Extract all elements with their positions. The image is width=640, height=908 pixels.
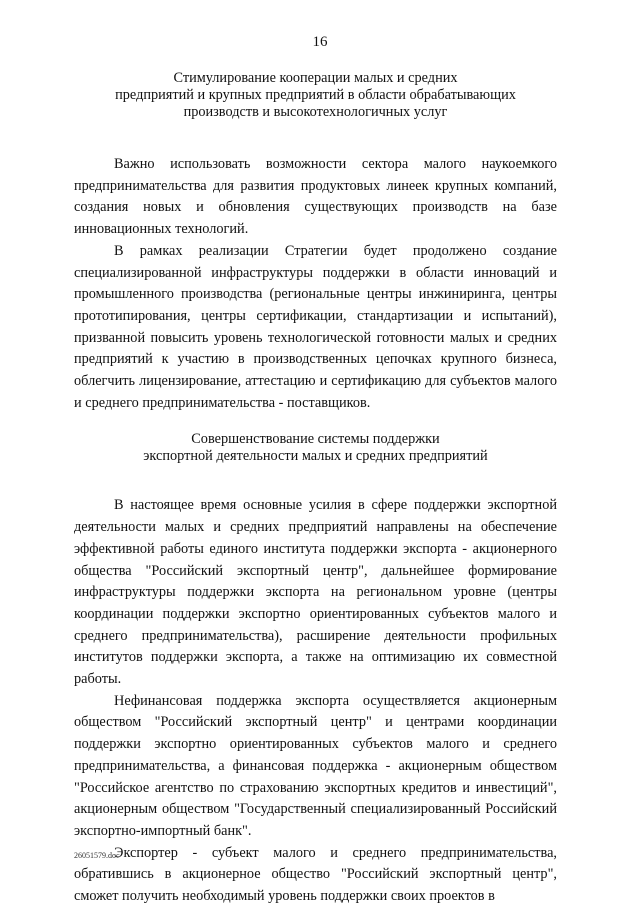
heading-line: предприятий и крупных предприятий в области обрабатывающих bbox=[115, 87, 516, 103]
page-number: 16 bbox=[312, 34, 328, 50]
paragraph: В рамках реализации Стратегии будет продолжено создание специализированной инфраструктуры поддержки в области инноваций и промышленного производства (региональные центры инжиниринга, центры прототипирования, центры сертификации, стандартизации и испытаний), призванной повысить уровень технологической готовности малых и средних предприятий к участию в производственных цепочках крупного бизнеса, облегчить лицензирование, аттестацию и сертификацию для субъектов малого и среднего предпринимательства - поставщиков. bbox=[74, 242, 557, 411]
heading-line: производств и высокотехнологичных услуг bbox=[183, 104, 448, 120]
paragraph: Важно использовать возможности сектора малого наукоемкого предпринимательства для развития продуктовых линеек крупных компаний, создания новых и обновления существующих производств на базе инновационных технологий. bbox=[74, 156, 557, 238]
paragraph: Нефинансовая поддержка экспорта осуществляется акционерным обществом "Российский экспортный центр" и центрами координации поддержки экспортно ориентированных субъектов малого и среднего предпринимательства, а финансовая поддержка - акционерным обществом "Российское агентство по страхованию экспортных кредитов и инвестиций", акционерным обществом "Государственный специализированный Российский экспортно-импортный банк". bbox=[74, 692, 557, 839]
section-heading-export-support bbox=[74, 431, 557, 465]
document-file-code: 26051579.doc bbox=[74, 851, 120, 860]
heading-line: Совершенствование системы поддержки bbox=[191, 431, 440, 448]
section-heading-cooperation bbox=[74, 70, 557, 121]
heading-line: экспортной деятельности малых и средних предприятий bbox=[143, 448, 488, 465]
paragraph: В настоящее время основные усилия в сфере поддержки экспортной деятельности малых и средних предприятий направлены на обеспечение эффективной работы единого института поддержки экспорта - акционерного общества "Российский экспортный центр", дальнейшее формирование инфраструктуры поддержки экспорта на региональном уровне (центры координации поддержки экспортно ориентированных субъектов малого и среднего предпринимательства), расширение деятельности профильных институтов поддержки экспорта, а также на оптимизацию их совместной работы. bbox=[74, 497, 557, 688]
heading-line: Стимулирование кооперации малых и средних bbox=[173, 70, 458, 86]
document-body bbox=[74, 70, 557, 908]
paragraph: Экспортер - субъект малого и среднего предпринимательства, обратившись в акционерное общество "Российский экспортный центр", сможет получить необходимый уровень поддержки своих проектов в bbox=[74, 844, 557, 905]
